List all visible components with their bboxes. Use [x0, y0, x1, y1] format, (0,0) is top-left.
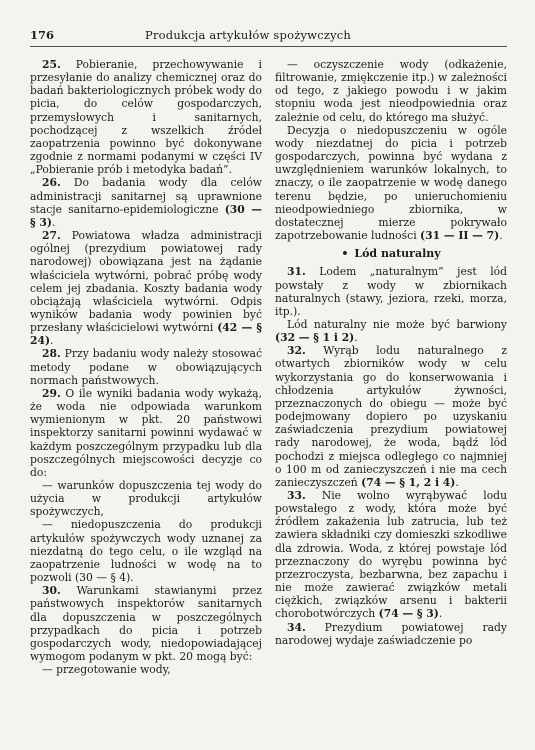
section-heading [275, 247, 507, 260]
paragraph-text: Wyrąb lodu naturalnego z otwartych zbiorników wody w celu wykorzystania go do konserwowania i chłodzenia artykułów żywności, przeznaczonych do obiegu — może być podejmowany dopiero po uzyskaniu zaświadczenia prezydium powiatowej rady narodowej, że woda, bądź lód pochodzi z miejsca odległego co najmniej o 100 m od zanieczyszczeń i nie ma cech zanieczyszczeń [275, 344, 507, 489]
legal-reference: (32 — § 1 i 2) [275, 331, 355, 345]
paragraph-text: — oczyszczenie wody (odkażenie, filtrowanie, zmiękczenie itp.) w zależności od tego, z jakiego powodu i w jakim stopniu woda jest nieodpowiednia oraz zależnie od celu, do którego ma służyć. [275, 58, 507, 124]
paragraph-text: Do badania wody dla celów administracji sanitarnej są uprawnione stacje sanitarno-epidemiologiczne [30, 176, 262, 216]
page-header [30, 28, 507, 47]
paragraph-number: 31. [287, 265, 306, 279]
paragraph [30, 58, 262, 176]
dash-list-item [30, 518, 262, 584]
dash-list-item [30, 663, 262, 676]
paragraph [275, 344, 507, 489]
paragraph-number: 33. [287, 489, 306, 502]
paragraph-text: Prezydium powiatowej rady narodowej wydaje zaświadczenie po [275, 620, 507, 647]
paragraph-number: 30. [42, 584, 61, 598]
paragraph-text: Decyzja o niedopuszczeniu w ogóle wody niezdatnej do picia i potrzeb gospodarczych, powinna być wydana z uwzględnieniem warunków lokalnych, to znaczy, o ile zaopatrzenie w wodę danego terenu będzie, po unieruchomieniu nieodpowiedniego zbiornika, w dostatecznej mierze pokrywało zapotrzebowanie ludności [275, 123, 507, 243]
legal-reference: (74 — § 1, 2 i 4) [361, 475, 456, 489]
legal-reference: (30 — § 4) [74, 571, 131, 585]
paragraph [275, 318, 507, 344]
page-number: 176 [30, 28, 55, 42]
paragraph-number: 32. [287, 344, 306, 358]
paragraph-tail: . [130, 571, 134, 585]
dash-list-item [275, 58, 507, 124]
paragraph-text: Pobieranie, przechowywanie i przesyłanie do analizy chemicznej oraz do badań bakteriologicznych próbek wody do picia, do celów gospodarczych, przemysłowych i sanitarnych, pochodzącej z wszelkich źródeł zaopatrzenia powinno być dokonywane zgodnie z normami podanymi w części IV „Pobieranie prób i metodyka badań”. [30, 58, 262, 177]
paragraph-text: Warunkami stawianymi przez państwowych inspektorów sanitarnych dla dopuszczenia w poszczególnych przypadkach do picia i potrzeb gospodarczych wody, niedopowiadającej wymogom podanym w pkt. 20 mogą być: [30, 584, 262, 664]
paragraph-text: Lodem „naturalnym” jest lód powstały z wody w zbiornikach naturalnych (stawy, jeziora, rzeki, morza, itp.). [275, 265, 507, 318]
paragraph-number: 27. [42, 229, 61, 243]
paragraph-text: Powiatowa władza administracji ogólnej (prezydium powiatowej rady narodowej) obowiązana jest na żądanie właściciela wytwórni, pobrać próbę wody celem jej zbadania. Koszty badania wody obciążają właściciela wytwórni. Odpis wyników badania wody powinien być przesłany właścicielowi wytwórni [30, 229, 262, 335]
paragraph-tail: . [499, 229, 503, 243]
paragraph-text: Przy badaniu wody należy stosować metody podane w obowiązujących normach państwowych. [30, 347, 262, 387]
paragraph [275, 489, 507, 621]
paragraph [30, 387, 262, 479]
paragraph-text: — przegotowanie wody, [42, 663, 171, 677]
paragraph-number: 29. [42, 386, 61, 400]
paragraph-tail: . [51, 215, 56, 229]
legal-reference: (31 — II — 7) [420, 229, 500, 243]
paragraph [275, 265, 507, 318]
left-column [30, 58, 262, 676]
paragraph-tail: . [354, 331, 358, 345]
paragraph-tail: . [438, 607, 443, 621]
legal-reference: (42 — § 24) [30, 321, 262, 348]
paragraph [30, 176, 262, 229]
paragraph-tail: . [455, 475, 459, 489]
section-heading-text: Lód naturalny [354, 247, 441, 261]
dash-list-item [30, 479, 262, 518]
paragraph-number: 34. [287, 620, 306, 634]
running-title: Produkcja artykułów spożywczych [145, 28, 352, 42]
paragraph-text: Nie wolno wyrąbywać lodu powstałego z wody, która może być źródłem zakażenia lub zatrucia, lub też zawiera składniki czy domieszki szkodliwe dla zdrowia. Woda, z której powstaje lód przeznaczony do wyrębu powinna być przezroczysta, bezbarwna, bez zapachu i nie może zawierać związków metali ciężkich, związków arsenu i bakterii chorobotwórczych [275, 489, 507, 621]
paragraph-number: 28. [42, 347, 61, 361]
paragraph-text: O ile wyniki badania wody wykażą, że woda nie odpowiada warunkom wymienionym w pkt. 20 państwowi inspektorzy sanitarni powinni wydawać w każdym poszczególnym przypadku lub dla poszczególnych miejscowości decyzje co do: [30, 386, 262, 479]
paragraph [275, 621, 507, 647]
paragraph [30, 584, 262, 663]
right-column [275, 58, 507, 647]
bullet-icon: • [341, 247, 349, 261]
paragraph-number: 25. [42, 58, 61, 71]
paragraph-text: — warunków dopuszczenia tej wody do użycia w produkcji artykułów spożywczych, [30, 479, 262, 519]
paragraph-number: 26. [42, 176, 61, 190]
paragraph [275, 124, 507, 242]
paragraph-text: Lód naturalny nie może być barwiony [287, 317, 507, 331]
paragraph-tail: . [50, 334, 54, 348]
paragraph-text: — niedopuszczenia do produkcji artykułów spożywczych wody uznanej za niezdatną do tego celu, o ile wzgląd na zaopatrzenie ludności w wodę na to pozwoli [30, 518, 262, 585]
paragraph [30, 347, 262, 386]
paragraph [30, 229, 262, 347]
legal-reference: (74 — § 3) [378, 607, 439, 621]
legal-reference: (30 — § 3) [30, 202, 262, 229]
